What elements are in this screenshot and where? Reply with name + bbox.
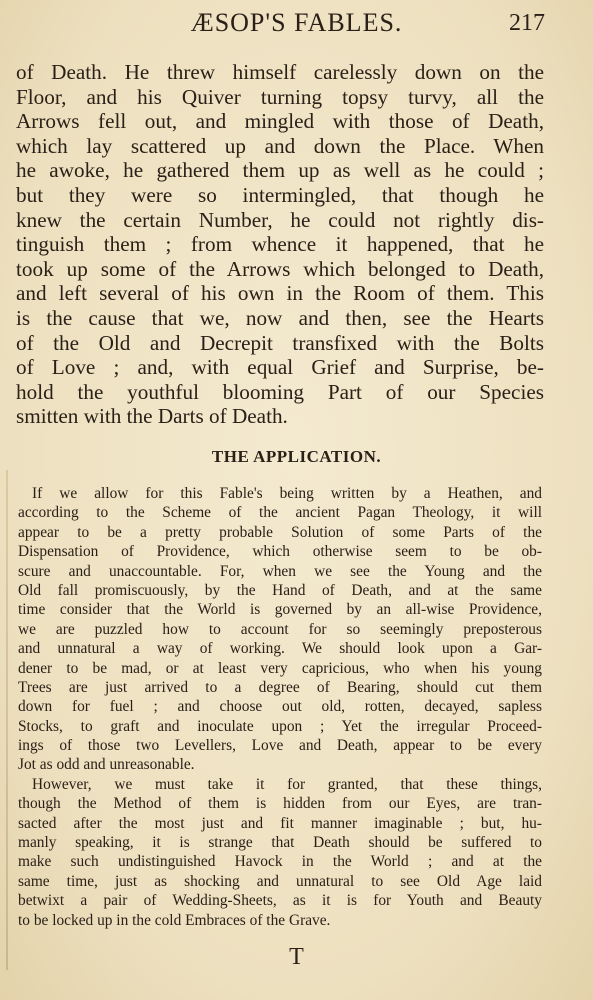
application-text xyxy=(18,484,542,930)
text-line: make such undistinguished Havock in the World ; and at the xyxy=(18,853,542,871)
text-line: and left several of his own in the Room of them. This xyxy=(16,281,544,306)
text-line: ings of those two Levellers, Love and Death, appear to be every xyxy=(18,737,542,755)
text-line: Jot as odd and unreasonable. xyxy=(18,756,195,774)
text-line: sacted after the most just and fit manner imaginable ; but, hu- xyxy=(18,814,542,832)
text-line: same time, just as shocking and unnatural to see Old Age laid xyxy=(18,872,542,890)
text-line: but they were so intermingled, that though he xyxy=(16,182,544,207)
text-line: and unnatural a way of working. We should look upon a Gar- xyxy=(18,640,542,658)
text-line: according to the Scheme of the ancient Pagan Theology, it will xyxy=(18,504,542,522)
running-head: ÆSOP'S FABLES. xyxy=(190,8,403,37)
text-line: scure and unaccountable. For, when we see the Young and the xyxy=(18,562,542,580)
text-line: Stocks, to graft and inoculate upon ; Yet the irregular Proceed- xyxy=(18,717,542,735)
text-line: manly speaking, it is strange that Death should be suffered to xyxy=(18,834,542,852)
text-line: appear to be a pretty probable Solution of some Parts of the xyxy=(18,523,542,541)
text-line: smitten with the Darts of Death. xyxy=(16,404,288,429)
text-line: Trees are just arrived to a degree of Bearing, should cut them xyxy=(18,678,542,696)
text-line: knew the certain Number, he could not rightly dis- xyxy=(16,207,544,232)
text-line: though the Method of them is hidden from our Eyes, are tran- xyxy=(18,795,542,813)
text-line: we are puzzled how to account for so seemingly preposterous xyxy=(18,620,542,638)
text-line: betwixt a pair of Wedding-Sheets, as it is for Youth and Beauty xyxy=(18,892,542,910)
text-line: Dispensation of Providence, which otherwise seem to be ob- xyxy=(18,543,542,561)
page-margin-shadow xyxy=(6,470,8,970)
text-line: Floor, and his Quiver turning topsy turvy, all the xyxy=(16,84,544,109)
text-line: is the cause that we, now and then, see the Hearts xyxy=(16,305,544,330)
text-line: time consider that the World is governed by an all-wise Providence, xyxy=(18,601,542,619)
text-line: of Death. He threw himself carelessly down on the xyxy=(16,60,544,84)
text-line: dener to be mad, or at least very capricious, who when his young xyxy=(18,659,542,677)
text-line: tinguish them ; from whence it happened, that he xyxy=(16,232,544,257)
text-line: down for fuel ; and choose out old, rotten, decayed, sapless xyxy=(18,698,542,716)
page-header xyxy=(0,6,593,42)
text-line: Old fall promiscuously, by the Hand of Death, and at the same xyxy=(18,581,542,599)
text-line: If we allow for this Fable's being written by a Heathen, and xyxy=(32,485,542,502)
text-line: hold the youthful blooming Part of our Species xyxy=(16,379,544,404)
section-heading: THE APPLICATION. xyxy=(211,447,382,466)
page-number: 217 xyxy=(509,10,545,36)
text-line: of Love ; and, with equal Grief and Surprise, be- xyxy=(16,355,544,380)
fable-text xyxy=(16,60,544,429)
text-line: However, we must take it for granted, that these things, xyxy=(32,775,542,793)
text-line: of the Old and Decrepit transfixed with the Bolts xyxy=(16,330,544,355)
text-line: took up some of the Arrows which belonged to Death, xyxy=(16,256,544,281)
text-line: to be locked up in the cold Embraces of the Grave. xyxy=(18,911,331,929)
text-line: Arrows fell out, and mingled with those of Death, xyxy=(16,109,544,134)
signature-mark: T xyxy=(289,944,304,970)
text-line: he awoke, he gathered them up as well as he could ; xyxy=(16,158,544,183)
text-line: which lay scattered up and down the Place. When xyxy=(16,133,544,158)
